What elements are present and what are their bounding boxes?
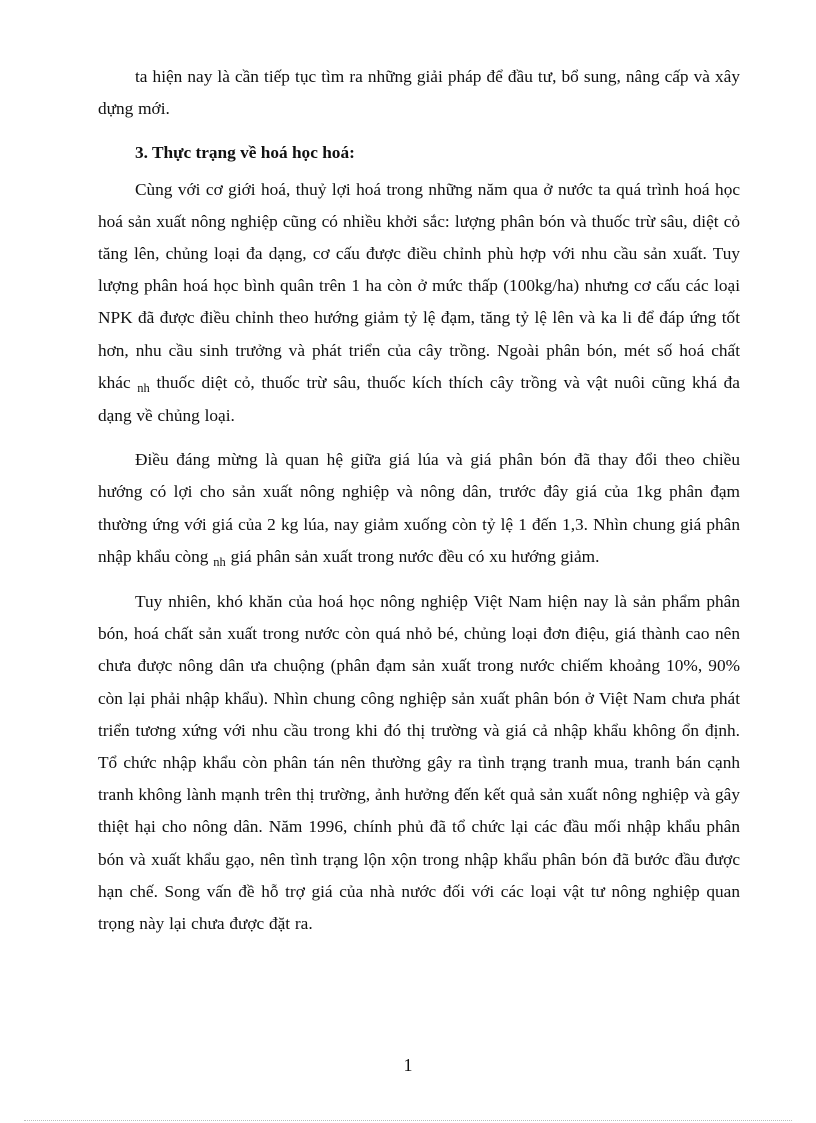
document-body xyxy=(98,61,740,940)
paragraph-1 xyxy=(98,174,740,433)
intro-paragraph xyxy=(98,61,740,125)
paragraph-2-subscript: nh xyxy=(213,554,226,569)
paragraph-2 xyxy=(98,444,740,574)
spacer xyxy=(98,574,740,586)
page-number: 1 xyxy=(403,1055,413,1075)
paragraph-2-text: Điều đáng mừng là quan hệ giữa giá lúa và giá phân bón đã thay đổi theo chiều hướng có lợi cho sản xuất nông nghiệp và nông dân, trước đây giá của 1kg phân đạm thường ứng với giá của 2 kg lúa, nay giảm xuống còn tỷ lệ 1 đến 1,3. Nhìn chung giá phân nhập khẩu còng xyxy=(98,450,740,566)
paragraph-3: Tuy nhiên, khó khăn của hoá học nông nghiệp Việt Nam hiện nay là sản phẩm phân bón, hoá chất sản xuất trong nước còn quá nhỏ bé, chủng loại đơn điệu, giá thành cao nên chưa được nông dân ưa chuộng (phân đạm sản xuất trong nước chiếm khoảng 10%, 90% còn lại phải nhập khẩu). Nhìn chung công nghiệp sản xuất phân bón ở Việt Nam chưa phát triển tương xứng với nhu cầu trong khi đó thị trường và giá cả nhập khẩu không ổn định. Tổ chức nhập khẩu còn phân tán nên thường gây ra tình trạng tranh mua, tranh bán cạnh tranh không lành mạnh trên thị trường, ảnh hưởng đến kết quả sản xuất nông nghiệp và gây thiệt hại cho nông dân. Năm 1996, chính phủ đã tổ chức lại các đầu mối nhập khẩu phân bón và xuất khẩu gạo, nên tình trạng lộn xộn trong nhập khẩu phân bón đã bước đầu được hạn chế. Song vấn đề hỗ trợ giá của nhà nước đối với các loại vật tư nông nghiệp quan trọng này lại chưa được đặt ra. xyxy=(98,592,740,934)
spacer xyxy=(98,432,740,444)
intro-line-1: ta hiện nay là cần tiếp tục tìm ra những giải pháp để đầu tư, bổ sung, nâng cấp xyxy=(135,67,689,86)
paragraph-1-text-cont: thuốc diệt cỏ, thuốc trừ sâu, thuốc kích thích cây trồng và vật nuôi cũng khá đa dạng về chủng loại. xyxy=(98,372,740,426)
spacer xyxy=(98,125,740,137)
paragraph-1-subscript: nh xyxy=(137,380,150,395)
section-heading: 3. Thực trạng về hoá học hoá: xyxy=(135,143,355,163)
page-bottom-divider xyxy=(24,1120,792,1121)
intro-line-2: và xây dựng mới. xyxy=(98,67,740,119)
paragraph-2-text-cont: giá phân sản xuất trong nước đều có xu hướng giảm. xyxy=(230,546,600,566)
paragraph-1-text: Cùng với cơ giới hoá, thuỷ lợi hoá trong những năm qua ở nước ta quá trình hoá học hoá sản xuất nông nghiệp cũng có nhiều khởi sắc: lượng phân bón và thuốc trừ sâu, diệt cỏ tăng lên, chủng loại đa dạng, cơ cấu được điều chỉnh phù hợp với nhu cầu sản xuất. Tuy lượng phân hoá học bình quân trên 1 ha còn ở mức thấp (100kg/ha) nhưng cơ cấu các loại NPK đã được điều chỉnh theo hướng giảm tỷ lệ đạm, tăng tỷ lệ lên và ka li để đáp ứng tốt hơn, nhu cầu sinh trưởng và phát triển của cây trồng. Ngoài phân bón, mét số hoá chất khác xyxy=(98,179,740,392)
